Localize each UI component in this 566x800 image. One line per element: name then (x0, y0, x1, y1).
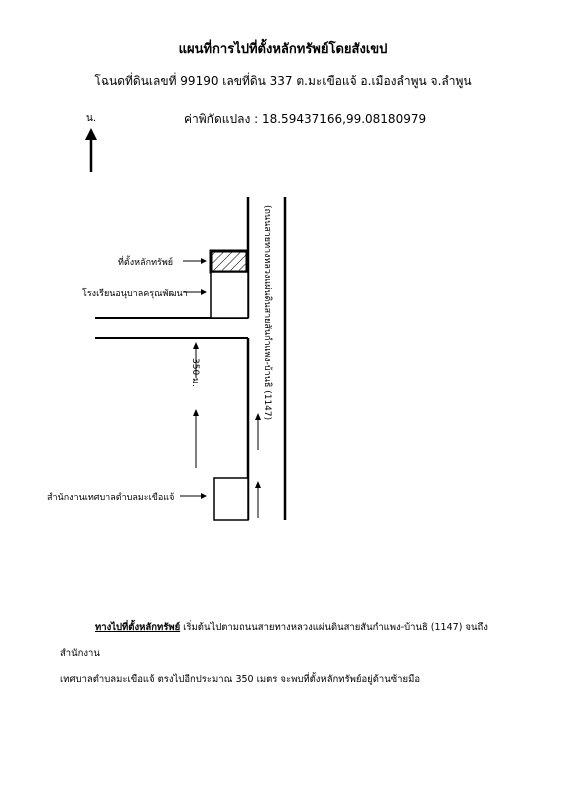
office-pointer-arrow (180, 493, 207, 499)
school-building (211, 272, 248, 318)
side-road (95, 318, 248, 338)
school-label: โรงเรียนอนุบาลครุณพัฒนา (82, 289, 188, 299)
north-arrow-icon (85, 128, 97, 172)
distance-label: 350 ม. (190, 358, 200, 387)
road-label: (ถนนสายทางหลวงแผ่นดินสายสันกำแพง-บ้านธิ (1147) (262, 205, 272, 421)
directions-paragraph (60, 615, 510, 693)
municipal-office-building (214, 478, 248, 520)
coordinates-text: ค่าพิกัดแปลง : 18.59437166,99.08180979 (184, 112, 427, 126)
directions-text-2: เทศบาลตำบลมะเขือแจ้ ตรงไปอีกประมาณ 350 เมตร จะพบที่ตั้งหลักทรัพย์อยู่ด้านซ้ายมือ (60, 674, 421, 685)
property-pointer-arrow (183, 258, 207, 264)
directions-text-1: เริ่มต้นไปตามถนนสายทางหลวงแผ่นดินสายสันกำแพง-บ้านธิ (1147) จนถึงสำนักงาน (60, 622, 488, 659)
property-label: ที่ตั้งหลักทรัพย์ (118, 258, 174, 268)
page-title: แผนที่การไปที่ตั้งหลักทรัพย์โดยสังเขป (178, 42, 388, 57)
road-direction-arrow (255, 481, 261, 518)
property-parcel (211, 251, 247, 272)
deed-info: โฉนดที่ดินเลขที่ 99190 เลขที่ดิน 337 ต.มะเขือแจ้ อ.เมืองลำพูน จ.ลำพูน (94, 74, 472, 88)
directions-heading: ทางไปที่ตั้งหลักทรัพย์ (95, 622, 181, 633)
directions-line-1 (60, 615, 510, 667)
distance-arrow (193, 409, 199, 468)
office-label: สำนักงานเทศบาลตำบลมะเขือแจ้ (47, 493, 175, 503)
north-label: น. (86, 113, 97, 124)
